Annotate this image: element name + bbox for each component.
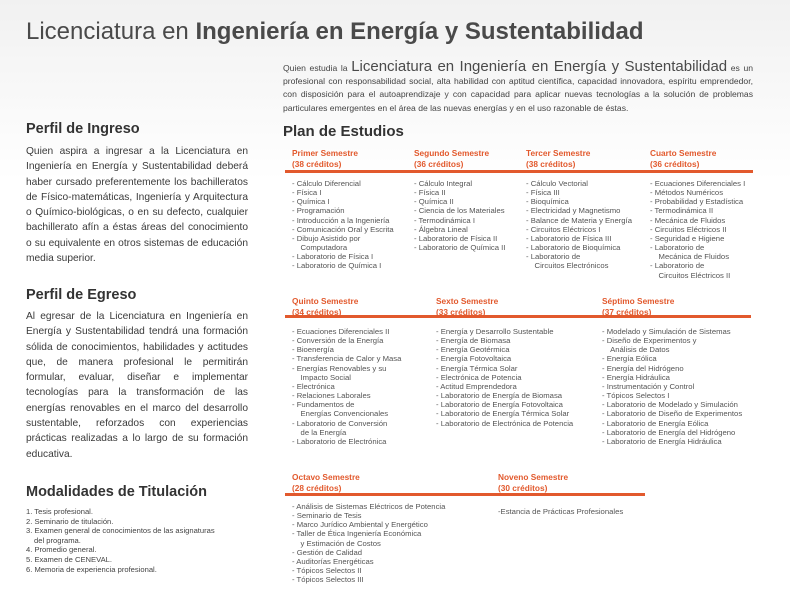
semester-1-courses xyxy=(292,179,394,271)
list-item: - Energía Fotovoltaica xyxy=(436,354,512,364)
list-item: - Programación xyxy=(292,206,345,216)
semester-name: Sexto Semestre xyxy=(436,296,499,306)
semester-3-courses xyxy=(526,179,632,271)
list-item: - Química II xyxy=(414,197,454,207)
semester-5-header xyxy=(292,296,358,317)
list-item: - Cálculo Diferencial xyxy=(292,179,361,188)
semester-credits: (30 créditos) xyxy=(498,482,548,493)
semester-credits: (28 créditos) xyxy=(292,482,342,493)
list-item: - Tópicos Selectos III xyxy=(292,575,364,585)
semester-credits: (38 créditos) xyxy=(526,158,576,169)
list-item: - Ecuaciones Diferenciales I xyxy=(650,179,746,188)
list-item: - Laboratorio de Química I xyxy=(292,261,382,271)
list-item: - Energía Hidráulica xyxy=(602,372,670,382)
list-item: Energías Convencionales xyxy=(292,409,389,419)
ingreso-heading: Perfil de Ingreso xyxy=(26,121,140,137)
list-item: 6. Memoria de experiencia profesional. xyxy=(26,564,157,574)
semester-4-header xyxy=(650,148,716,169)
list-item: - Laboratorio de Química II xyxy=(414,243,506,253)
list-item: - Auditorías Energéticas xyxy=(292,556,374,566)
list-item: - Termodinámica II xyxy=(650,206,714,216)
row1-divider xyxy=(285,170,753,173)
list-item: - Análisis de Sistemas Eléctricos de Potencia xyxy=(292,502,446,511)
plan-heading: Plan de Estudios xyxy=(283,123,404,140)
list-item: - Cálculo Vectorial xyxy=(526,179,588,188)
list-item: - Laboratorio de Electrónica de Potencia xyxy=(436,418,574,428)
list-item: - Ciencia de los Materiales xyxy=(414,206,505,216)
list-item: - Tópicos Selectos II xyxy=(292,566,362,576)
semester-credits: (38 créditos) xyxy=(292,158,342,169)
page-title xyxy=(26,18,644,46)
semester-name: Noveno Semestre xyxy=(498,472,569,482)
list-item: - Comunicación Oral y Escrita xyxy=(292,224,394,234)
list-item: - Gestión de Calidad xyxy=(292,547,363,557)
list-item: - Laboratorio de Física II xyxy=(414,233,498,243)
semester-6-header xyxy=(436,296,498,317)
list-item: - Laboratorio de Modelado y Simulación xyxy=(602,400,738,410)
semester-name: Cuarto Semestre xyxy=(650,148,717,158)
row3-divider xyxy=(285,493,645,496)
egreso-text: Al egresar de la Licenciatura en Ingeniería en Energía y Sustentabilidad tendrá una formación sólida de conocimientos, habilidades y actitudes que, de manera profesional le permitirán formular, evaluar, diseñar e implementar tecnologías para la transformación de las energías renovables en el marco del desarrollo sustentable, reforzados con experiencias prácticas realizadas a lo largo de su formación educativa. xyxy=(26,311,248,460)
list-item: - Física III xyxy=(526,188,560,198)
list-item: - Instrumentación y Control xyxy=(602,381,695,391)
list-item: 2. Seminario de titulación. xyxy=(26,516,114,526)
list-item: - Laboratorio de Conversión xyxy=(292,418,388,428)
semester-4-courses xyxy=(650,179,745,280)
semester-credits: (36 créditos) xyxy=(414,158,464,169)
list-item: de la Energía xyxy=(292,427,347,437)
list-item: - Marco Jurídico Ambiental y Energético xyxy=(292,520,428,530)
semester-5-courses xyxy=(292,327,401,446)
list-item: - Laboratorio de Energía del Hidrógeno xyxy=(602,427,736,437)
list-item: - Energía Geotérmica xyxy=(436,345,510,355)
list-item: - Laboratorio de Bioquímica xyxy=(526,243,621,253)
list-item: - Métodos Numéricos xyxy=(650,188,724,198)
list-item: - Laboratorio de Energía Fotovoltaica xyxy=(436,400,563,410)
list-item: - Laboratorio de Diseño de Experimentos xyxy=(602,409,743,419)
list-item: - Actitud Emprendedora xyxy=(436,381,517,391)
list-item: - Taller de Ética Ingeniería Económica xyxy=(292,529,422,539)
intro-program-name: Licenciatura en Ingeniería en Energía y Sustentabilidad xyxy=(351,58,728,75)
list-item: - Energías Renovables y su xyxy=(292,363,387,373)
semester-name: Séptimo Semestre xyxy=(602,296,675,306)
semester-3-header xyxy=(526,148,590,169)
list-item: - Laboratorio de Energía Hidráulica xyxy=(602,436,722,446)
list-item: - Fundamentos de xyxy=(292,400,355,410)
ingreso-text: Quien aspira a ingresar a la Licenciatura en Ingeniería en Energía y Sustentabilidad deberá haber cursado preferentemente los bachilleratos de Físico-matemáticas, Ingeniería y Arquitectura o Químico-biológicas, o en su defecto, cualquier bachillerato afín a éstas áreas del conocimiento o su equivalente en otros sistemas de educación media superior. xyxy=(26,146,248,265)
list-item: - Ecuaciones Diferenciales II xyxy=(292,327,390,336)
page-title-bold: Ingeniería en Energía y Sustentabilidad xyxy=(195,18,644,45)
semester-name: Primer Semestre xyxy=(292,148,358,158)
list-item: Circuitos Electrónicos xyxy=(526,261,609,271)
list-item: 4. Promedio general. xyxy=(26,545,97,555)
list-item: - Electrónica de Potencia xyxy=(436,372,522,382)
semester-8-courses xyxy=(292,502,445,584)
list-item: del programa. xyxy=(34,535,81,545)
list-item: - Bioenergía xyxy=(292,345,334,355)
list-item: - Probabilidad y Estadística xyxy=(650,197,744,207)
list-item: - Energía y Desarrollo Sustentable xyxy=(436,327,554,336)
semester-name: Tercer Semestre xyxy=(526,148,591,158)
list-item: - Mecánica de Fluidos xyxy=(650,215,726,225)
list-item: - Conversión de la Energía xyxy=(292,336,384,346)
list-item: - Laboratorio de Física I xyxy=(292,252,374,262)
list-item: - Tópicos Selectos I xyxy=(602,391,670,401)
list-item: - Circuitos Eléctricos I xyxy=(526,224,601,234)
titulacion-list xyxy=(26,507,266,574)
intro-paragraph xyxy=(283,60,753,115)
list-item: - Laboratorio de Energía Eólica xyxy=(602,418,709,428)
semester-2-header xyxy=(414,148,489,169)
semester-7-header xyxy=(602,296,674,317)
list-item: Computadora xyxy=(292,243,348,253)
list-item: - Diseño de Experimentos y xyxy=(602,336,697,346)
list-item: Impacto Social xyxy=(292,372,351,382)
list-item: - Laboratorio de Electrónica xyxy=(292,436,387,446)
list-item: - Física I xyxy=(292,188,322,198)
semester-2-courses xyxy=(414,179,505,252)
list-item: - Cálculo Integral xyxy=(414,179,473,188)
list-item: - Bioquímica xyxy=(526,197,569,207)
semester-9-header xyxy=(498,472,568,493)
list-item: - Transferencia de Calor y Masa xyxy=(292,354,402,364)
list-item: - Electricidad y Magnetismo xyxy=(526,206,621,216)
semester-7-courses xyxy=(602,327,742,446)
list-item: - Energía del Hidrógeno xyxy=(602,363,684,373)
list-item: - Laboratorio de xyxy=(650,261,705,271)
list-item: 1. Tesis profesional. xyxy=(26,507,93,516)
semester-8-header xyxy=(292,472,360,493)
intro-rest: es un profesional con responsabilidad social, alta habilidad con aptitud científica, capacidad innovadora, espíritu emprendedor, con disposición para el autoaprendizaje y con capacidad para aplicar nuevas tecnologías a la solución de problemas particulares emergentes en el área de las nuevas energías y en el uso razonable de éstas. xyxy=(283,63,754,113)
semester-credits: (37 créditos) xyxy=(602,306,652,317)
list-item: - Seguridad e Higiene xyxy=(650,233,725,243)
semester-6-courses xyxy=(436,327,573,428)
list-item: - Energía Eólica xyxy=(602,354,657,364)
list-item: Análisis de Datos xyxy=(602,345,670,355)
list-item: - Laboratorio de Energía Térmica Solar xyxy=(436,409,570,419)
list-item: 3. Examen general de conocimientos de las asignaturas xyxy=(26,526,215,536)
list-item: y Estimación de Costos xyxy=(292,538,381,548)
list-item: - Seminario de Tesis xyxy=(292,511,362,521)
titulacion-heading: Modalidades de Titulación xyxy=(26,484,208,500)
semester-credits: (34 créditos) xyxy=(292,306,342,317)
list-item: Circuitos Eléctricos II xyxy=(650,270,731,280)
list-item: Mecánica de Fluidos xyxy=(650,252,730,262)
list-item: - Dibujo Asistido por xyxy=(292,233,361,243)
semester-name: Quinto Semestre xyxy=(292,296,359,306)
list-item: - Laboratorio de Energía de Biomasa xyxy=(436,391,563,401)
list-item: - Álgebra Lineal xyxy=(414,224,468,234)
semester-name: Segundo Semestre xyxy=(414,148,490,158)
list-item: - Energía de Biomasa xyxy=(436,336,511,346)
list-item: - Termodinámica I xyxy=(414,215,475,225)
list-item: - Balance de Materia y Energía xyxy=(526,215,632,225)
list-item: - Electrónica xyxy=(292,381,335,391)
list-item: - Laboratorio de xyxy=(526,252,581,262)
list-item: - Química I xyxy=(292,197,330,207)
list-item: - Laboratorio de xyxy=(650,243,705,253)
egreso-heading: Perfil de Egreso xyxy=(26,287,137,303)
page-title-light: Licenciatura en xyxy=(26,18,196,45)
semester-name: Octavo Semestre xyxy=(292,472,360,482)
list-item: -Estancia de Prácticas Profesionales xyxy=(498,507,624,516)
list-item: - Física II xyxy=(414,188,446,198)
list-item: - Relaciones Laborales xyxy=(292,391,371,401)
list-item: - Modelado y Simulación de Sistemas xyxy=(602,327,731,336)
list-item: - Introducción a la Ingeniería xyxy=(292,215,390,225)
semester-credits: (33 créditos) xyxy=(436,306,486,317)
intro-lead: Quien estudia la xyxy=(283,63,348,73)
semester-1-header xyxy=(292,148,358,169)
list-item: - Energía Térmica Solar xyxy=(436,363,518,373)
list-item: - Laboratorio de Física III xyxy=(526,233,612,243)
list-item: - Circuitos Eléctricos II xyxy=(650,224,727,234)
semester-credits: (36 créditos) xyxy=(650,158,700,169)
semester-9-courses xyxy=(498,507,623,516)
list-item: 5. Examen de CENEVAL. xyxy=(26,554,112,564)
